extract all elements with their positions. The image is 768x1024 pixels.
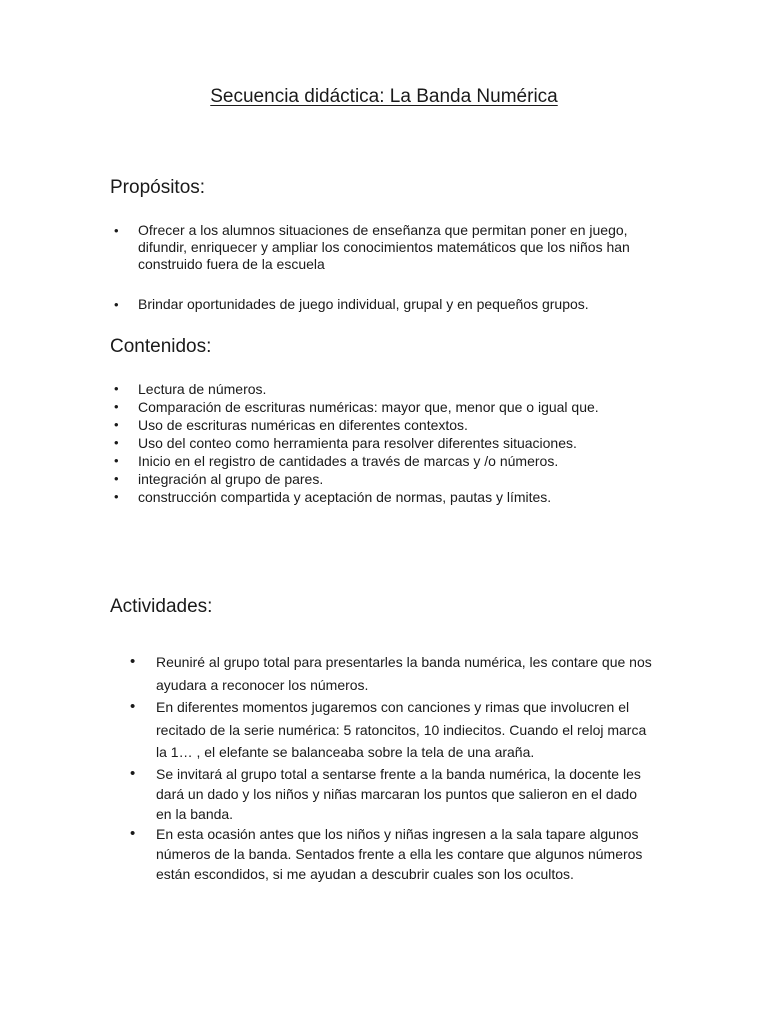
list-item-text: integración al grupo de pares. — [138, 471, 324, 487]
bullet-icon: • — [130, 698, 136, 715]
list-item-text: Se invitará al grupo total a sentarse frente a la banda numérica, la docente les dará un dado y los niños y niñas marcaran los puntos que salieron en el dado en la banda. — [156, 765, 641, 822]
list-item — [114, 470, 678, 488]
document-title: Secuencia didáctica: La Banda Numérica — [210, 86, 558, 107]
bullet-icon: • — [114, 381, 119, 396]
bullet-icon: • — [130, 824, 136, 842]
list-item — [114, 296, 658, 313]
list-item — [130, 696, 656, 764]
bullet-icon: • — [130, 653, 136, 670]
list-item-text: Uso del conteo como herramienta para resolver diferentes situaciones. — [138, 435, 577, 451]
bullet-icon: • — [130, 764, 136, 782]
list-item-text: construcción compartida y aceptación de normas, pautas y límites. — [138, 489, 552, 505]
activities-list — [130, 651, 656, 884]
bullet-icon: • — [114, 471, 119, 486]
bullet-icon: • — [114, 223, 119, 238]
list-item-text: Ofrecer a los alumnos situaciones de enseñanza que permitan poner en juego, difundir, enriquecer y ampliar los conocimientos matemáticos que los niños han construido fuera de la escuela — [138, 222, 630, 272]
list-item — [114, 452, 678, 470]
list-item-text: Comparación de escrituras numéricas: mayor que, menor que o igual que. — [138, 399, 599, 415]
list-item-text: Lectura de números. — [138, 381, 267, 397]
list-item — [114, 434, 678, 452]
activities-heading: Actividades: — [110, 596, 213, 617]
list-item — [114, 380, 678, 398]
purposes-list — [114, 222, 658, 313]
list-item — [130, 651, 656, 696]
list-item-text: Inicio en el registro de cantidades a través de marcas y /o números. — [138, 453, 559, 469]
list-item-text: En diferentes momentos jugaremos con canciones y rimas que involucren el recitado de la serie numérica: 5 ratoncitos, 10 indiecitos. Cuando el reloj marca la 1… , el elefante se balanceaba sobre la tela de una araña. — [156, 699, 647, 760]
contents-list — [114, 380, 678, 506]
bullet-icon: • — [114, 435, 119, 450]
bullet-icon: • — [114, 453, 119, 468]
list-item — [114, 488, 678, 506]
list-item — [130, 764, 656, 824]
bullet-icon: • — [114, 489, 119, 504]
bullet-icon: • — [114, 297, 119, 312]
list-item — [130, 824, 656, 884]
list-item-text: En esta ocasión antes que los niños y niñas ingresen a la sala tapare algunos números de la banda. Sentados frente a ella les contare que algunos números están escondidos, si me ayudan a descubrir cuales son los ocultos. — [156, 825, 643, 882]
list-item-text: Brindar oportunidades de juego individual, grupal y en pequeños grupos. — [138, 296, 589, 312]
list-item-text: Reuniré al grupo total para presentarles la banda numérica, les contare que nos ayudara a reconocer los números. — [156, 654, 652, 693]
list-item — [114, 222, 658, 273]
list-item — [114, 416, 678, 434]
purposes-heading: Propósitos: — [110, 177, 206, 198]
contents-heading: Contenidos: — [110, 336, 212, 357]
list-item — [114, 398, 678, 416]
bullet-icon: • — [114, 417, 119, 432]
bullet-icon: • — [114, 399, 119, 414]
list-item-text: Uso de escrituras numéricas en diferentes contextos. — [138, 417, 468, 433]
